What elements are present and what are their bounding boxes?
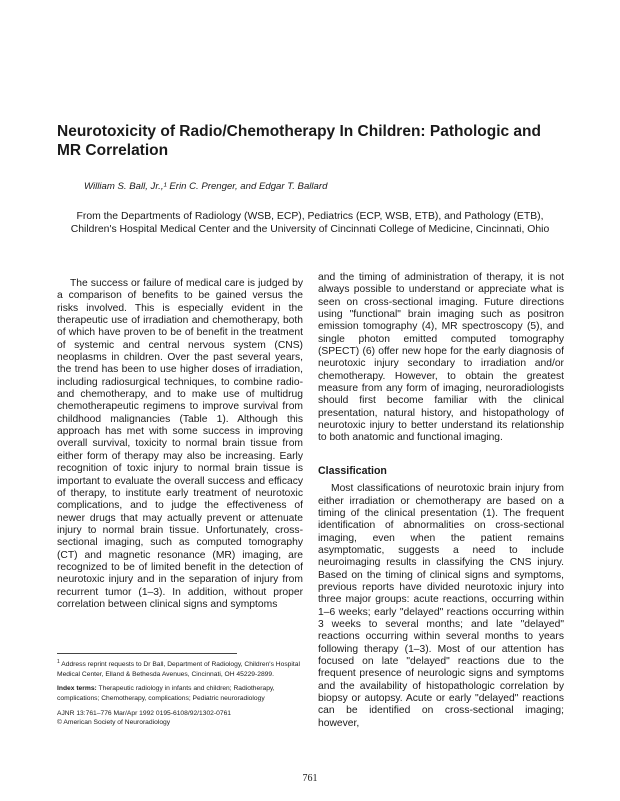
index-terms-label: Index terms: bbox=[57, 685, 97, 693]
journal-citation: AJNR 13:761–776 Mar/Apr 1992 0195-6108/92/1302-0761 bbox=[57, 709, 232, 717]
right-column bbox=[318, 272, 564, 730]
index-terms bbox=[57, 684, 303, 703]
intro-paragraph: The success or failure of medical care is judged by a comparison of benefits to be gained versus the risks involved. This is especially evident in the therapeutic use of irradiation and chemotherapy, both of which have proven to be of benefit in the treatment of systemic and central nervous system (CNS) neoplasms in children. Over the past several years, the trend has been to use higher doses of irradiation, including radiosurgical techniques, to combine radio- and chemotherapy, and to make use of multidrug chemotherapeutic regimens to improve survival from childhood malignancies (Table 1). Although this approach has met with some success in improving overall survival, toxicity to normal brain tissue from either form of therapy may also be increasing. Early recognition of toxic injury to normal brain tissue is important to evaluate the overall success and efficacy of therapy, to institute early treatment of neurotoxic complications, and to judge the effectiveness of newer drugs that may actually prevent or attenuate injury to normal brain tissue. Unfortunately, cross-sectional imaging, such as computed tomography (CT) and magnetic resonance (MR) imaging, are recognized to be of limited benefit in the detection of neurotoxic injury and in the separation of injury from recurrent tumor (1–3). In addition, without proper correlation between clinical signs and symptoms bbox=[57, 278, 303, 610]
classification-paragraph: Most classifications of neurotoxic brain injury from either irradiation or chemotherapy are based on a timing of the clinical presentation (1). The frequent identification of abnormalities on cross-sectional imaging, even when the patient remains asymptomatic, suggests a need to include neuroimaging results in classifying the CNS injury. Based on the timing of clinical signs and symptoms, previous reports have divided neurotoxic injury into three major groups: acute reactions, occurring within 1–6 weeks; early "delayed" reactions occurring within 3 weeks to several months; and late "delayed" reactions occurring within several months to years following therapy (1–3). Most of our attention has focused on late "delayed" reactions due to the frequent presence of neurologic signs and symptoms and the availability of histopathologic correlation by biopsy or autopsy. Acute or early "delayed" reactions can be identified on cross-sectional imaging; however, bbox=[318, 483, 564, 729]
affiliation: From the Departments of Radiology (WSB, ECP), Pediatrics (ECP, WSB, ETB), and Pathology (ETB), Children's Hospital Medical Center and the University of Cincinnati College of Medicine, Cincinnati, Ohio bbox=[70, 211, 550, 235]
intro-continued-paragraph: and the timing of administration of therapy, it is not always possible to understand or appreciate what is seen on cross-sectional imaging. Future directions using "functional" brain imaging such as positron emission tomography (4), MR spectroscopy (5), and single photon emitted computed tomography (SPECT) (6) offer new hope for the early diagnosis of neurotoxic injury secondary to irradiation and/or chemotherapy. However, to obtain the greatest measure from any form of imaging, neuroradiologists should first become familiar with the clinical presentation, natural history, and histopathology of neurotoxic injury to better understand its relationship to both anatomic and functional imaging. bbox=[318, 272, 564, 444]
reprint-footnote bbox=[57, 658, 303, 679]
author-line: William S. Ball, Jr.,¹ Erin C. Prenger, and Edgar T. Ballard bbox=[84, 181, 328, 192]
footnote-marker: 1 bbox=[57, 659, 60, 665]
section-heading-classification: Classification bbox=[318, 464, 387, 477]
footnote-rule bbox=[57, 653, 237, 654]
article-title: Neurotoxicity of Radio/Chemotherapy In Children: Pathologic and MR Correlation bbox=[57, 123, 541, 159]
page-number: 761 bbox=[302, 773, 318, 784]
copyright-line: © American Society of Neuroradiology bbox=[57, 719, 171, 727]
left-column bbox=[57, 278, 303, 611]
index-terms-text: Therapeutic radiology in infants and children; Radiotherapy, complications; Chemotherapy, complications; Pediatric neuroradiology bbox=[57, 685, 275, 703]
footnotes bbox=[57, 658, 303, 728]
reprint-text: Address reprint requests to Dr Ball, Department of Radiology, Children's Hospital Medical Center, Elland & Bethesda Avenues, Cincinnati, OH 45229-2899. bbox=[57, 661, 300, 678]
